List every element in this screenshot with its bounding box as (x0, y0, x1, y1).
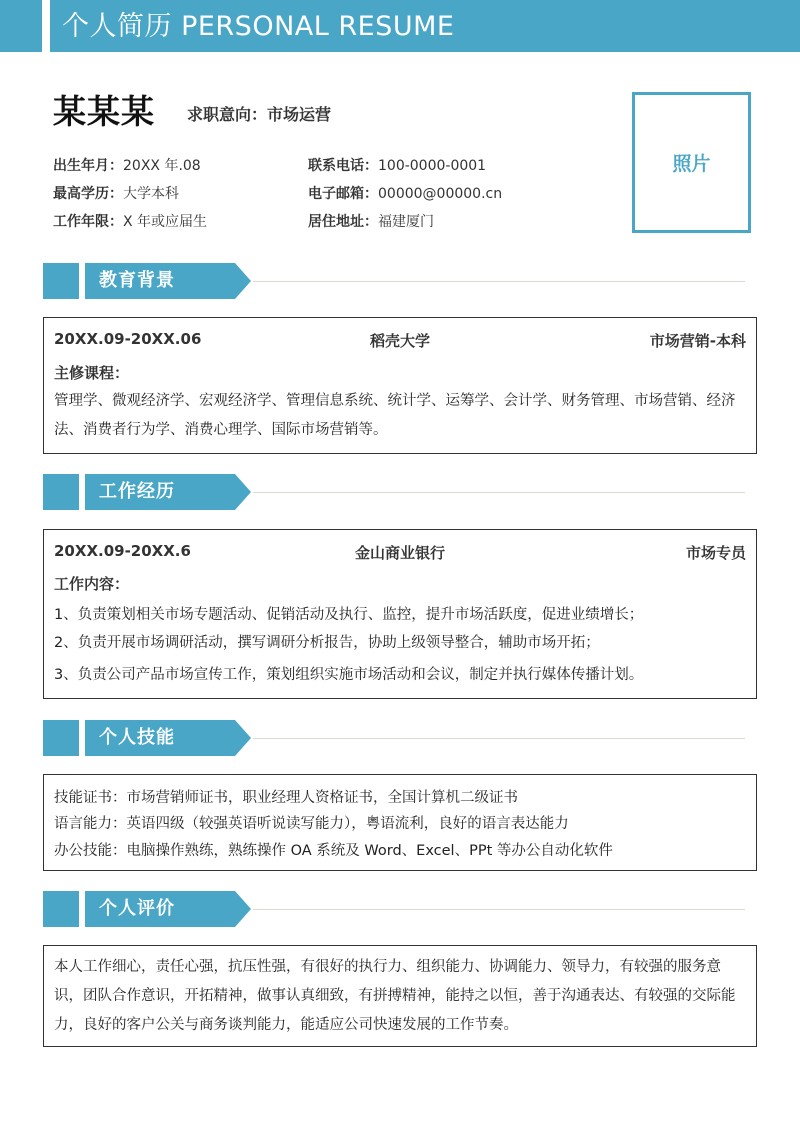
section-title: 个人评价 (99, 898, 175, 919)
work-row (54, 542, 746, 560)
info-label: 出生年月： (53, 158, 123, 174)
education-school: 稻壳大学 (369, 332, 430, 350)
title-banner (50, 0, 800, 52)
info-value: X 年或应届生 (123, 214, 208, 230)
section-header-education (43, 263, 745, 299)
info-label: 电子邮箱： (308, 186, 378, 202)
courses-label: 主修课程： (54, 364, 130, 382)
info-label: 工作年限： (53, 214, 123, 230)
info-address (308, 211, 434, 231)
photo-label: 照片 (672, 153, 711, 175)
info-years (53, 211, 207, 231)
work-item: 2、负责开展市场调研活动，撰写调研分析报告，协助上级领导整合，辅助市场开拓； (54, 635, 600, 651)
info-value: 20XX 年.08 (123, 158, 201, 174)
banner-title: 个人简历 PERSONAL RESUME (62, 11, 455, 42)
info-value: 大学本科 (123, 186, 179, 202)
evaluation-box (43, 945, 757, 1047)
evaluation-text: 本人工作细心，责任心强，抗压性强，有很好的执行力、组织能力、协调能力、领导力，有较强的服务意识，团队合作意识，开拓精神，做事认真细致，有拼搏精神，能持之以恒，善于沟通表达、有较强的交际能力，良好的客户公关与商务谈判能力，能适应公司快速发展的工作节奏。 (54, 959, 736, 1033)
education-major: 市场营销-本科 (649, 332, 746, 350)
education-row (54, 330, 746, 348)
info-value: 00000@00000.cn (378, 186, 503, 202)
courses-text: 管理学、微观经济学、宏观经济学、管理信息系统、统计学、运筹学、会计学、财务管理、市场营销、经济法、消费者行为学、消费心理学、国际市场营销等。 (54, 393, 736, 438)
info-value: 100-0000-0001 (378, 158, 487, 174)
section-header-skills (43, 720, 745, 756)
section-title: 个人技能 (99, 727, 175, 748)
info-value: 福建厦门 (378, 214, 434, 230)
work-company: 金山商业银行 (354, 544, 445, 562)
job-intent: 求职意向：市场运营 (187, 105, 332, 124)
section-title: 工作经历 (99, 481, 175, 502)
education-period: 20XX.09-20XX.06 (54, 330, 202, 348)
education-box (43, 317, 757, 454)
info-email (308, 183, 502, 203)
work-period: 20XX.09-20XX.6 (54, 542, 191, 560)
info-label: 联系电话： (308, 158, 378, 174)
skill-item: 办公技能：电脑操作熟练，熟练操作 OA 系统及 Word、Excel、PPt 等办公自动化软件 (54, 843, 613, 859)
section-title: 教育背景 (99, 270, 175, 291)
info-label: 最高学历： (53, 186, 123, 202)
info-label: 居住地址： (308, 214, 378, 230)
skills-box (43, 774, 757, 871)
section-marker (43, 474, 79, 510)
work-box (43, 529, 757, 699)
work-content-label: 工作内容： (54, 575, 130, 593)
work-item: 1、负责策划相关市场专题活动、促销活动及执行、监控，提升市场活跃度，促进业绩增长； (54, 607, 644, 623)
section-divider (253, 281, 745, 282)
info-education (53, 183, 179, 203)
info-birth (53, 155, 201, 175)
work-position: 市场专员 (685, 544, 746, 562)
section-marker (43, 891, 79, 927)
info-phone (308, 155, 486, 175)
work-item: 3、负责公司产品市场宣传工作，策划组织实施市场活动和会议，制定并执行媒体传播计划。 (54, 667, 644, 683)
section-header-work (43, 474, 745, 510)
skill-item: 语言能力：英语四级（较强英语听说读写能力），粤语流利，良好的语言表达能力 (54, 816, 569, 832)
section-divider (253, 492, 745, 493)
section-divider (253, 738, 745, 739)
section-header-evaluation (43, 891, 745, 927)
section-marker (43, 263, 79, 299)
section-divider (253, 909, 745, 910)
skill-item: 技能证书：市场营销师证书，职业经理人资格证书，全国计算机二级证书 (54, 790, 518, 806)
candidate-name: 某某某 (53, 92, 155, 131)
photo-placeholder (632, 92, 751, 233)
section-marker (43, 720, 79, 756)
banner-accent-block (0, 0, 42, 52)
